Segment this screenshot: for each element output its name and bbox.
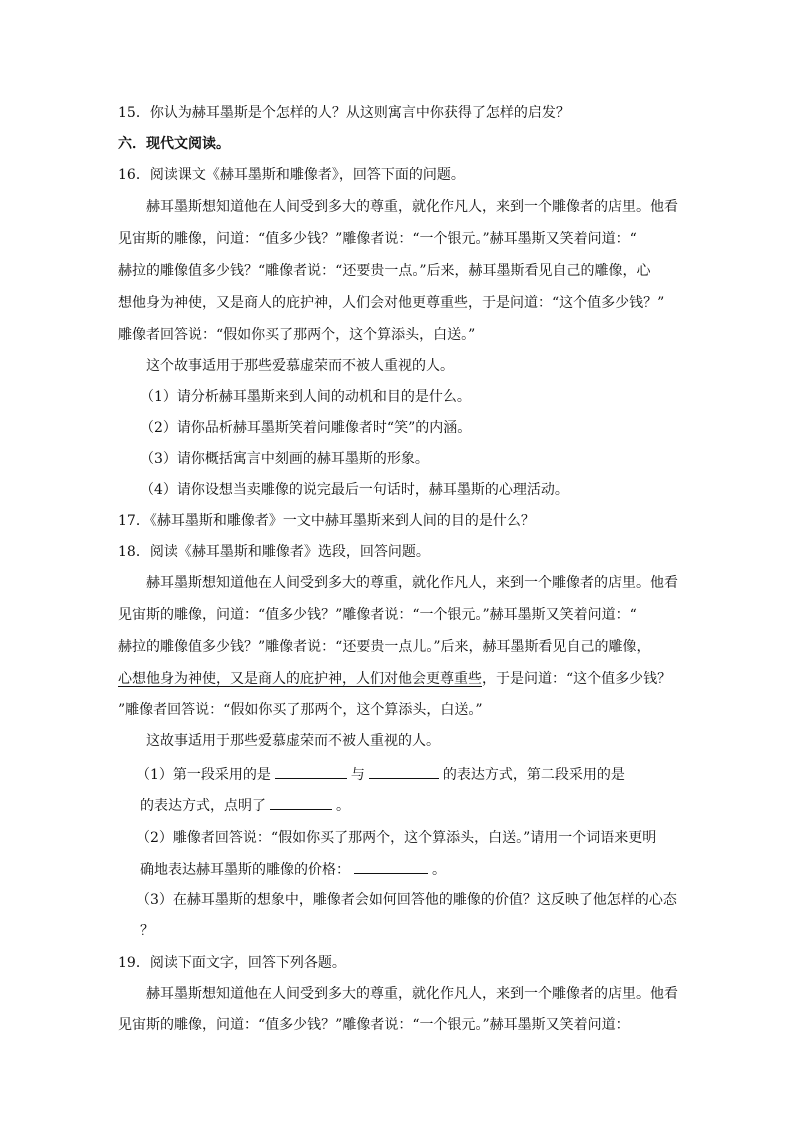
q16-moral: 这个故事适用于那些爱慕虚荣而不被人重视的人。 [146,358,454,374]
question-18-prompt: 18．阅读《赫耳墨斯和雕像者》选段，回答问题。 [118,544,430,560]
q16-passage-line: 赫耳墨斯想知道他在人间受到多大的尊重，就化作凡人，来到一个雕像者的店里。他看 [146,199,678,215]
question-19-prompt: 19．阅读下面文字，回答下列各题。 [118,955,346,971]
q18-sub-question-1: （1）第一段采用的是 与 的表达方式，第二段采用的是 [136,764,625,785]
question-16-prompt: 16．阅读课文《赫耳墨斯和雕像者》，回答下面的问题。 [118,167,465,183]
section-heading-6: 六．现代文阅读。 [118,136,230,152]
answer-blank[interactable] [275,764,347,779]
q18-passage-line: ”雕像者回答说：“假如你买了那两个，这个算添头，白送。” [118,702,483,718]
answer-blank[interactable] [369,764,439,779]
q18-sub-question-1-cont: 的表达方式，点明了 。 [140,795,350,816]
q19-passage-line: 见宙斯的雕像，问道：“值多少钱？”雕像者说：“一个银元。”赫耳墨斯又笑着问道： [118,1017,630,1033]
q18-passage-line-underlined [118,669,671,689]
answer-blank[interactable] [354,859,428,874]
q16-passage-line: 想他身为神使，又是商人的庇护神，人们会对他更尊重些，于是问道：“这个值多少钱？” [118,295,665,311]
q16-sub-question-2: （2）请你品析赫耳墨斯笑着问雕像者时“笑”的内涵。 [140,420,472,436]
q16-sub-question-4: （4）请你设想当卖雕像的说完最后一句话时，赫耳墨斯的心理活动。 [140,482,569,498]
q18-sub-question-2-cont: 确地表达赫耳墨斯的雕像的价格： 。 [140,859,446,880]
q18-moral: 这故事适用于那些爱慕虚荣而不被人重视的人。 [146,733,440,749]
q16-passage-line: 赫拉的雕像值多少钱？“雕像者说：“还要贵一点。”后来，赫耳墨斯看见自己的雕像，心 [118,263,651,279]
q18-sub-question-3: （3）在赫耳墨斯的想象中，雕像者会如何回答他的雕像的价值？这反映了他怎样的心态 [136,892,677,908]
q18-passage-fragment: ，于是问道：“这个值多少钱？ [482,671,672,687]
q16-sub-question-1: （1）请分析赫耳墨斯来到人间的动机和目的是什么。 [140,389,471,405]
q16-sub-question-3: （3）请你概括寓言中刻画的赫耳墨斯的形象。 [140,451,429,467]
q18-sub-question-2: （2）雕像者回答说：“假如你买了那两个，这个算添头，白送。”请用一个词语来更明 [136,830,657,846]
q18-passage-line: 赫拉的雕像值多少钱？”雕像者说：“还要贵一点儿。”后来，赫耳墨斯看见自己的雕像， [118,639,651,655]
question-17: 17．《赫耳墨斯和雕像者》一文中赫耳墨斯来到人间的目的是什么？ [118,513,535,529]
q18-passage-line: 赫耳墨斯想知道他在人间受到多大的尊重，就化作凡人，来到一个雕像者的店里。他看 [146,575,678,591]
q16-passage-line: 雕像者回答说：“假如你买了那两个，这个算添头，白送。” [118,327,476,343]
q19-passage-line: 赫耳墨斯想知道他在人间受到多大的尊重，就化作凡人，来到一个雕像者的店里。他看 [146,986,678,1002]
q18-passage-line: 见宙斯的雕像，问道：“值多少钱？”雕像者说：“一个银元。”赫耳墨斯又笑着问道：“ [118,607,637,623]
underlined-sentence: 心想他身为神使，又是商人的庇护神，人们对他会更尊重些 [118,671,482,687]
question-15: 15．你认为赫耳墨斯是个怎样的人？从这则寓言中你获得了怎样的启发？ [118,105,570,121]
q18-sub-question-3-cont: ？ [140,923,154,939]
q16-passage-line: 见宙斯的雕像，问道：“值多少钱？”雕像者说：“一个银元。”赫耳墨斯又笑着问道：“ [118,231,637,247]
answer-blank[interactable] [270,795,332,810]
